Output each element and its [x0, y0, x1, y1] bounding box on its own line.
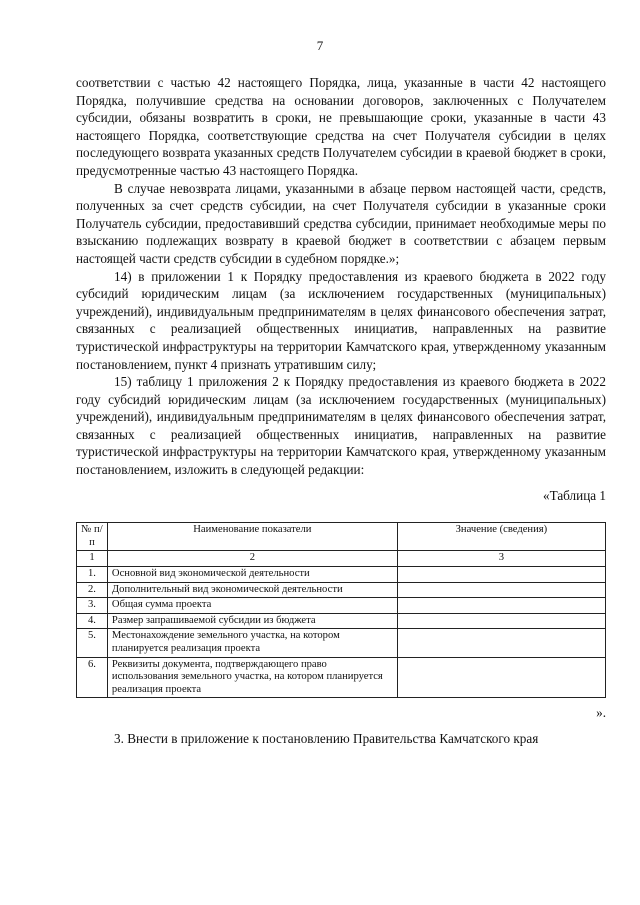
row-name: Основной вид экономической деятельности: [107, 567, 397, 583]
table-closing-quote: ».: [596, 705, 606, 721]
page-number: 7: [316, 38, 324, 53]
row-name: Общая сумма проекта: [107, 598, 397, 614]
table-index-row: [77, 551, 606, 567]
table-header-row: [77, 523, 606, 551]
row-value: [397, 598, 605, 614]
row-name: Размер запрашиваемой субсидии из бюджета: [107, 613, 397, 629]
table-row: [77, 598, 606, 614]
indicators-table: [76, 522, 606, 698]
row-name: Местонахождение земельного участка, на котором планируется реализация проекта: [107, 629, 397, 657]
row-number: 1.: [77, 567, 108, 583]
document-body: [76, 74, 606, 748]
row-number: 2.: [77, 582, 108, 598]
row-number: 6.: [77, 657, 108, 698]
table-row: [77, 629, 606, 657]
row-value: [397, 613, 605, 629]
paragraph-item-15: 15) таблицу 1 приложения 2 к Порядку предоставления из краевого бюджета в 2022 году субсидий юридическим лицам (за исключением государственных (муниципальных) учреждений), индивидуальным предпринимателям в целях финансового обеспечения затрат, связанных с реализацией общественных инициатив, направленных на развитие туристической инфраструктуры на территории Камчатского края, утвержденному указанным постановлением, изложить в следующей редакции:: [76, 374, 606, 478]
row-number: 5.: [77, 629, 108, 657]
index-cell: 1: [77, 551, 108, 567]
row-value: [397, 657, 605, 698]
row-number: 4.: [77, 613, 108, 629]
table-row: [77, 613, 606, 629]
row-value: [397, 567, 605, 583]
row-number: 3.: [77, 598, 108, 614]
row-name: Дополнительный вид экономической деятельности: [107, 582, 397, 598]
table-row: [77, 567, 606, 583]
paragraph-nonreturn: В случае невозврата лицами, указанными в абзаце первом настоящей части, средств, полученных за счет средств субсидии, на счет Получателя субсидии в указанные сроки Получатель субсидии, предоставивший средства субсидии, принимает необходимые меры по взысканию подлежащих возврату в краевой бюджет в соответствии с абзацем первым настоящей части средств субсидии в судебном порядке.»;: [76, 180, 606, 266]
row-name: Реквизиты документа, подтверждающего право использования земельного участка, на котором планируется реализация проекта: [107, 657, 397, 698]
table-row: [77, 657, 606, 698]
header-value: Значение (сведения): [397, 523, 605, 551]
index-cell: 3: [397, 551, 605, 567]
paragraph-section-3: 3. Внести в приложение к постановлению Правительства Камчатского края: [114, 730, 539, 746]
row-value: [397, 582, 605, 598]
table-row: [77, 582, 606, 598]
paragraph-item-14: 14) в приложении 1 к Порядку предоставления из краевого бюджета в 2022 году субсидий юридическим лицам (за исключением государственных (муниципальных) учреждений), индивидуальным предпринимателям в целях финансового обеспечения затрат, связанных с реализацией общественных инициатив, направленных на развитие туристической инфраструктуры на территории Камчатского края, утвержденному указанным постановлением, пункт 4 признать утратившим силу;: [76, 268, 606, 372]
row-value: [397, 629, 605, 657]
header-name: Наименование показатели: [107, 523, 397, 551]
header-number: № п/п: [77, 523, 108, 551]
index-cell: 2: [107, 551, 397, 567]
table-caption: «Таблица 1: [543, 487, 606, 503]
paragraph-continuation: соответствии с частью 42 настоящего Порядка, лица, указанные в части 42 настоящего Порядка, получившие средства на основании договоров, заключенных с Получателем субсидии, обязаны возвратить в сроки, не превышающие сроки, указанные в части 43 настоящего Порядка, соответствующие средства на счет Получателя субсидии в целях последующего возврата указанных средств Получателем субсидии в краевой бюджет в сроки, предусмотренные частью 43 настоящего Порядка.: [76, 75, 606, 178]
